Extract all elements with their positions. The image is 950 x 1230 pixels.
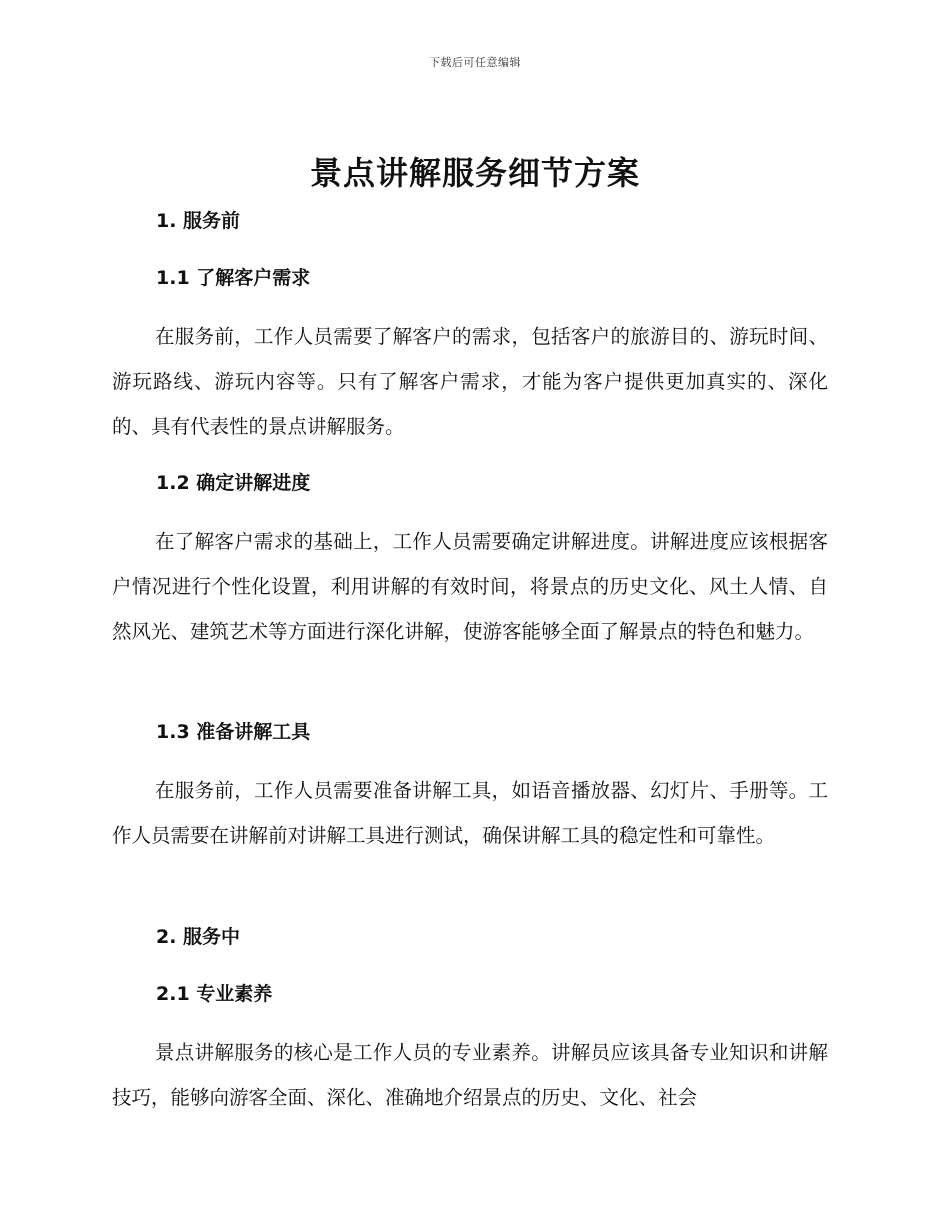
paragraph-2-1: 景点讲解服务的核心是工作人员的专业素养。讲解员应该具备专业知识和讲解技巧，能够向游客全面、深化、准确地介绍景点的历史、文化、社会	[112, 1041, 828, 1109]
paragraph-1-3: 在服务前，工作人员需要准备讲解工具，如语音播放器、幻灯片、手册等。工作人员需要在讲解前对讲解工具进行测试，确保讲解工具的稳定性和可靠性。	[112, 779, 828, 847]
paragraph-1-2: 在了解客户需求的基础上，工作人员需要确定讲解进度。讲解进度应该根据客户情况进行个性化设置，利用讲解的有效时间，将景点的历史文化、风土人情、自然风光、建筑艺术等方面进行深化讲解，使游客能够全面了解景点的特色和魅力。	[112, 530, 828, 643]
paragraph-1-1: 在服务前，工作人员需要了解客户的需求，包括客户的旅游目的、游玩时间、游玩路线、游玩内容等。只有了解客户需求，才能为客户提供更加真实的、深化的、具有代表性的景点讲解服务。	[112, 325, 828, 438]
section-heading-1: 1. 服务前	[156, 210, 241, 232]
section-heading-2-1: 2.1 专业素养	[156, 983, 273, 1005]
section-heading-1-2: 1.2 确定讲解进度	[156, 472, 311, 494]
section-heading-1-3: 1.3 准备讲解工具	[156, 721, 311, 743]
section-heading-2: 2. 服务中	[156, 926, 241, 948]
section-heading-1-1: 1.1 了解客户需求	[156, 267, 311, 289]
document-title: 景点讲解服务细节方案	[309, 154, 640, 192]
page-header: 下载后可任意编辑	[429, 56, 521, 69]
